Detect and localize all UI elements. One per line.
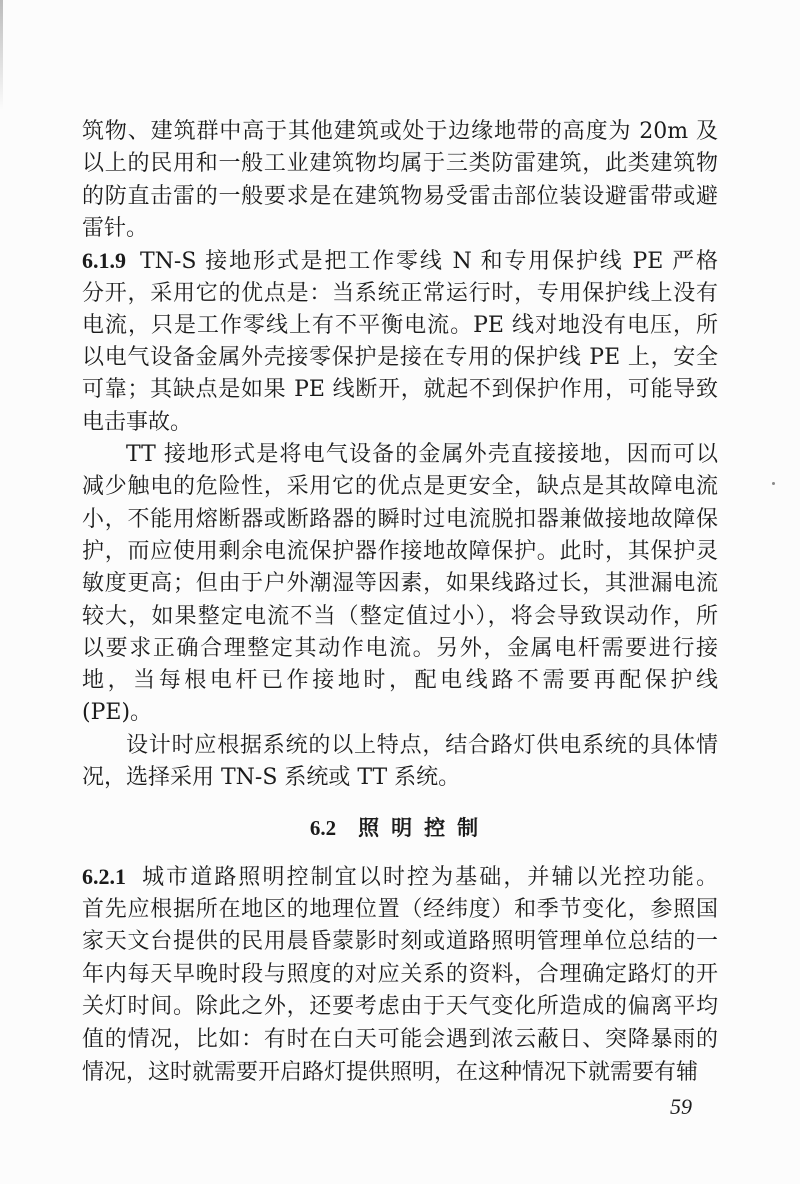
clause-text: 城市道路照明控制宜以时控为基础，并辅以光控功能。 (140, 865, 718, 890)
text-line: 的防直击雷的一般要求是在建筑物易受雷击部位装设避雷带或避 (82, 183, 718, 209)
page-number: 59 (670, 1094, 692, 1119)
text-line: 地，当每根电杆已作接地时，配电线路不需要再配保护线 (82, 668, 718, 694)
text-line (82, 861, 718, 893)
text-line: 以上的民用和一般工业建筑物均属于三类防雷建筑，此类建筑物 (82, 151, 718, 177)
scan-speck (772, 482, 775, 485)
text-line: (PE)。 (82, 700, 153, 726)
text-line: 电击事故。 (82, 409, 193, 435)
text-line: 减少触电的危险性，采用它的优点是更安全，缺点是其故障电流 (82, 474, 718, 500)
clause-number: 6.1.9 (82, 248, 126, 274)
text-line: 以电气设备金属外壳接零保护是接在专用的保护线 PE 上，安全 (82, 345, 718, 371)
text-line: 设计时应根据系统的以上特点，结合路灯供电系统的具体情 (126, 732, 718, 758)
text-line: 关灯时间。除此之外，还要考虑由于天气变化所造成的偏离平均 (82, 994, 718, 1020)
text-line: 值的情况，比如：有时在白天可能会遇到浓云蔽日、突降暴雨的 (82, 1027, 718, 1052)
text-line: 护，而应使用剩余电流保护器作接地故障保护。此时，其保护灵 (82, 538, 718, 564)
text-line (82, 245, 718, 277)
text-line: 年内每天早晚时段与照度的对应关系的资料，合理确定路灯的开 (82, 961, 718, 987)
text-line: 雷针。 (82, 215, 149, 241)
section-title: 照明控制 (358, 815, 491, 840)
text-line: 家天文台提供的民用晨昏蒙影时刻或道路照明管理单位总结的一 (82, 929, 718, 955)
text-line: 电流，只是工作零线上有不平衡电流。PE 线对地没有电压，所 (82, 312, 718, 338)
text-line: 以要求正确合理整定其动作电流。另外，金属电杆需要进行接 (82, 635, 718, 661)
text-line: 情况，这时就需要开启路灯提供照明，在这种情况下就需要有辅 (82, 1059, 699, 1085)
scan-edge-shadow (0, 0, 3, 110)
text-line: 况，选择采用 TN-S 系统或 TT 系统。 (82, 765, 461, 790)
text-line: 敏度更高；但由于户外潮湿等因素，如果线路过长，其泄漏电流 (82, 571, 718, 597)
section-heading (0, 812, 800, 842)
text-line: 较大，如果整定电流不当（整定值过小），将会导致误动作，所 (82, 603, 718, 629)
text-line: 小，不能用熔断器或断路器的瞬时过电流脱扣器兼做接地故障保 (82, 506, 718, 532)
clause-text: TN-S 接地形式是把工作零线 N 和专用保护线 PE 严格 (140, 249, 718, 275)
text-line: 可靠；其缺点是如果 PE 线断开，就起不到保护作用，可能导致 (82, 377, 718, 403)
section-number: 6.2 (309, 816, 337, 840)
text-line: 首先应根据所在地区的地理位置（经纬度）和季节变化，参照国 (82, 896, 718, 922)
text-line: 筑物、建筑群中高于其他建筑或处于边缘地带的高度为 20m 及 (82, 119, 718, 144)
text-line: TT 接地形式是将电气设备的金属外壳直接接地，因而可以 (126, 442, 718, 467)
clause-number: 6.2.1 (82, 864, 126, 889)
text-line: 分开，采用它的优点是：当系统正常运行时，专用保护线上没有 (82, 280, 718, 306)
